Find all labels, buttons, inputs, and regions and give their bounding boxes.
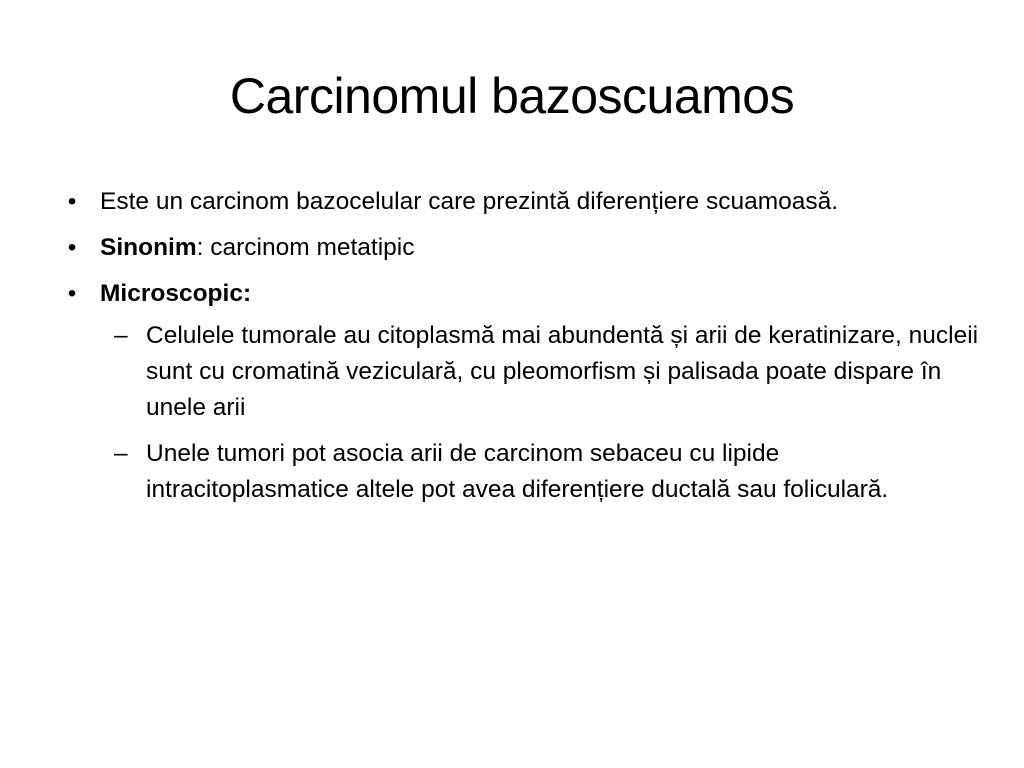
sub-bullet-text: Unele tumori pot asocia arii de carcinom sebaceu cu lipide intracitoplasmatice altele pot avea diferențiere ductală sau foliculară.: [146, 440, 889, 503]
bullet-text: : carcinom metatipic: [196, 234, 415, 261]
bullet-item: [52, 230, 982, 266]
bullet-item: [52, 184, 982, 220]
slide-body: [52, 184, 982, 518]
bullet-item: [52, 276, 982, 508]
sub-bullet-marker: –: [114, 440, 128, 467]
sub-bullet-marker: –: [114, 322, 128, 349]
bullet-marker: •: [67, 188, 77, 215]
bullet-bold-label: Sinonim: [100, 234, 197, 261]
bullet-text: Este un carcinom bazocelular care prezintă diferențiere scuamoasă.: [100, 188, 839, 215]
bullet-marker: •: [67, 280, 77, 307]
bullet-marker: •: [67, 234, 77, 261]
slide-title: Carcinomul bazoscuamos: [229, 68, 795, 124]
sub-bullet-text: Celulele tumorale au citoplasmă mai abundentă și arii de keratinizare, nucleii sunt cu cromatină veziculară, cu pleomorfism și palisada poate dispare în unele arii: [146, 322, 979, 421]
bullet-list: [52, 184, 982, 508]
sub-bullet-list: [100, 318, 982, 508]
sub-bullet-item: [100, 436, 982, 508]
bullet-bold-label: Microscopic:: [100, 280, 252, 307]
sub-bullet-item: [100, 318, 982, 426]
